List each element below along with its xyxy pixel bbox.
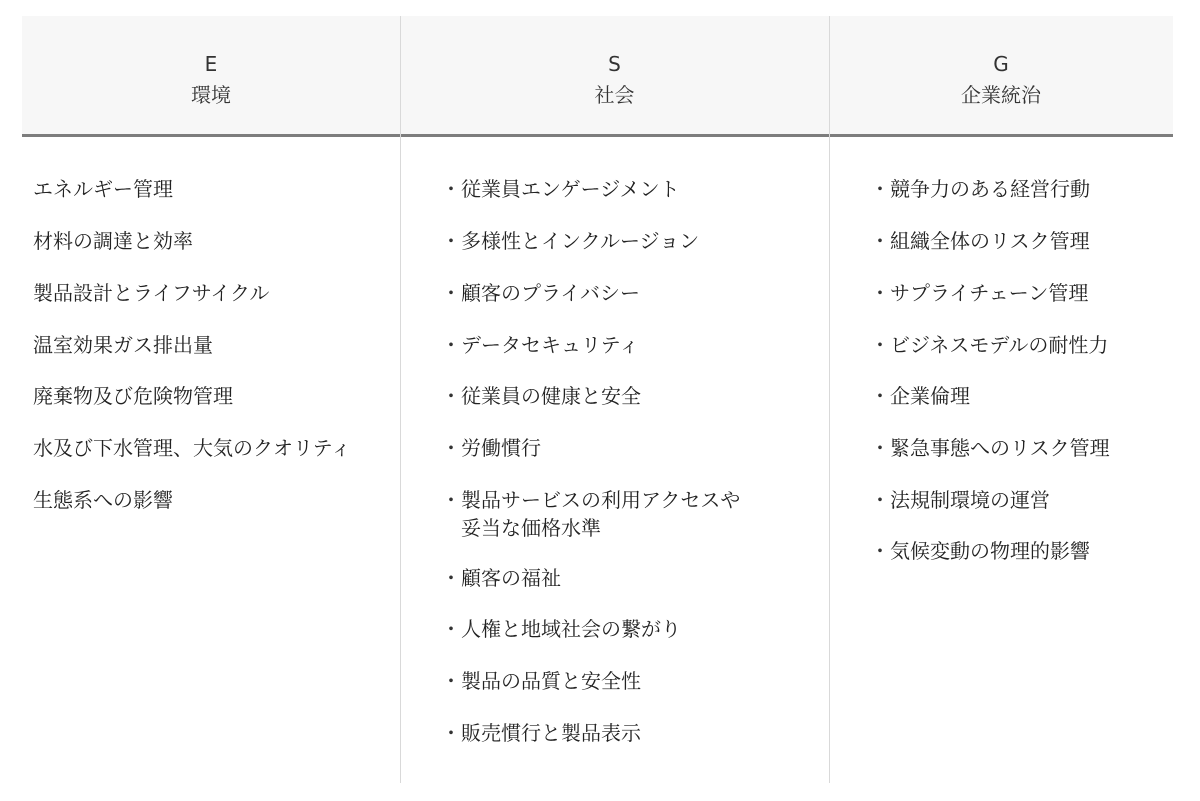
list-item: 材料の調達と効率 [33, 229, 193, 253]
bullet: ・ [870, 488, 890, 512]
bullet: ・ [441, 566, 461, 590]
header-governance [829, 16, 1173, 134]
header-environment [22, 16, 400, 134]
bullet: ・ [441, 436, 461, 460]
list-item-continuation: 妥当な価格水準 [461, 516, 601, 540]
list-item: 顧客のプライバシー [461, 281, 640, 305]
column-divider [400, 16, 401, 783]
bullet: ・ [870, 281, 890, 305]
list-item: 製品サービスの利用アクセスや [461, 488, 741, 512]
list-item: 組織全体のリスク管理 [890, 229, 1090, 253]
list-item: 従業員エンゲージメント [461, 177, 680, 201]
list-item: 人権と地域社会の繋がり [461, 617, 681, 641]
list-item: 多様性とインクルージョン [461, 229, 700, 253]
bullet: ・ [870, 229, 890, 253]
header-letter-e: E [204, 52, 218, 76]
bullet: ・ [441, 669, 461, 693]
column-divider [829, 16, 830, 783]
header-letter-s: S [608, 52, 621, 76]
list-item: 製品の品質と安全性 [461, 669, 641, 693]
bullet: ・ [441, 333, 461, 357]
bullet: ・ [441, 177, 461, 201]
bullet: ・ [870, 436, 890, 460]
bullet: ・ [441, 281, 461, 305]
header-name-governance: 企業統治 [961, 83, 1041, 107]
list-item: ビジネスモデルの耐性力 [890, 333, 1109, 357]
list-item: 企業倫理 [890, 384, 970, 408]
bullet: ・ [441, 488, 461, 512]
header-name-social: 社会 [594, 83, 635, 107]
list-item: 競争力のある経営行動 [890, 177, 1090, 201]
list-item: 廃棄物及び危険物管理 [33, 384, 233, 408]
list-item: データセキュリティ [461, 333, 639, 357]
list-item: 販売慣行と製品表示 [461, 721, 641, 745]
header-letter-g: G [993, 52, 1009, 76]
bullet: ・ [870, 539, 890, 563]
list-item: 水及び下水管理、大気のクオリティ [33, 436, 351, 460]
list-item: 気候変動の物理的影響 [890, 539, 1090, 563]
esg-table [22, 16, 1173, 783]
list-item: 温室効果ガス排出量 [33, 333, 213, 357]
header-social [400, 16, 829, 134]
bullet: ・ [870, 384, 890, 408]
list-item: 法規制環境の運営 [890, 488, 1050, 512]
header-name-environment: 環境 [191, 83, 231, 107]
list-item: 緊急事態へのリスク管理 [890, 436, 1110, 460]
bullet: ・ [441, 721, 461, 745]
bullet: ・ [870, 177, 890, 201]
list-item: 生態系への影響 [33, 488, 173, 512]
bullet: ・ [870, 333, 890, 357]
bullet: ・ [441, 617, 461, 641]
list-item: 顧客の福祉 [461, 566, 561, 590]
bullet: ・ [441, 229, 461, 253]
bullet: ・ [441, 384, 461, 408]
list-item: サプライチェーン管理 [890, 281, 1089, 305]
list-item: 製品設計とライフサイクル [33, 281, 270, 305]
table-header-row [22, 16, 1173, 137]
list-item: 労働慣行 [461, 436, 541, 460]
list-item: エネルギー管理 [33, 177, 173, 201]
list-item: 従業員の健康と安全 [461, 384, 641, 408]
